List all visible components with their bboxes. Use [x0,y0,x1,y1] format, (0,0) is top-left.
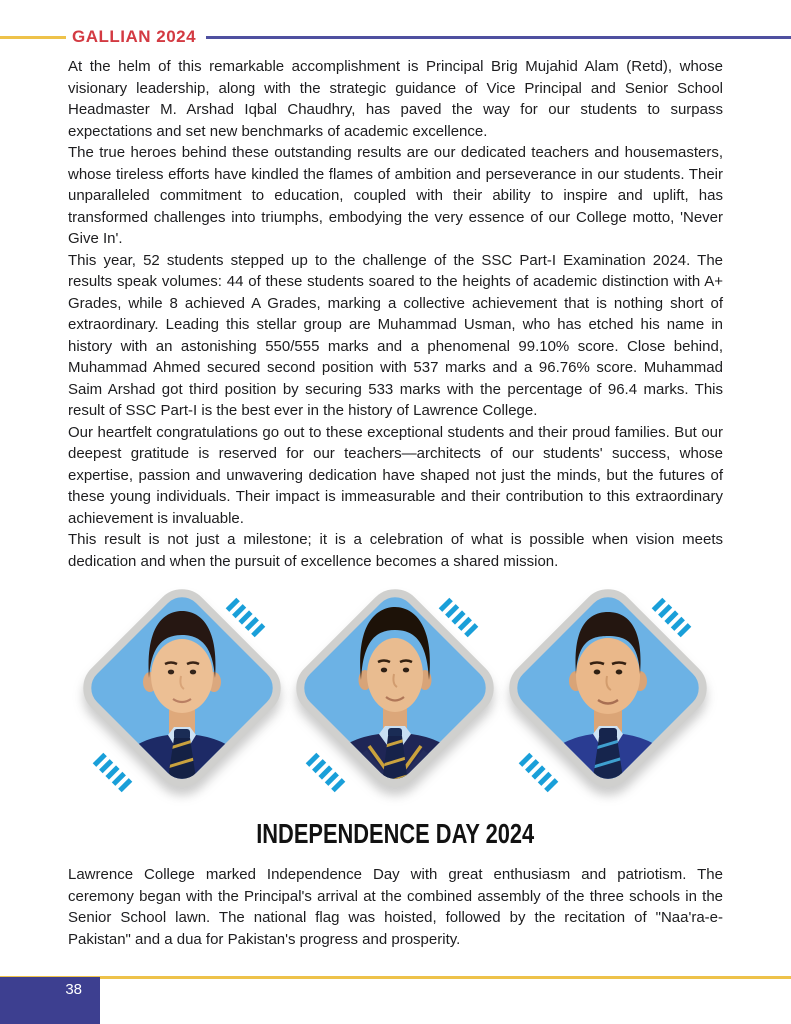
student-photo-2 [285,578,505,798]
dash-decoration-bottom-left [93,753,133,793]
header-rule-yellow [0,36,66,39]
page-number-badge: 38 [0,977,100,1024]
student-photo-3 [498,578,718,798]
header-rule-purple [206,36,791,39]
section-heading: INDEPENDENCE DAY 2024 [256,818,535,849]
dash-decoration-bottom-left [306,753,346,793]
article-body [68,56,723,572]
section-body [68,864,723,950]
paragraph: Lawrence College marked Independence Day with great enthusiasm and patriotism. The ceremony began with the Principal's arrival at the combined assembly of the three schools in the Senior School lawn. The national flag was hoisted, followed by the recitation of "Naa'ra-e-Pakistan" and a dua for Pakistan's progress and prosperity. [68,866,723,948]
paragraph: At the helm of this remarkable accomplishment is Principal Brig Mujahid Alam (Retd), whose visionary leadership, along with the strategic guidance of Vice Principal and Senior School Headmaster M. Arshad Iqbal Chaudhry, has paved the way for our students to surpass expectations and set new benchmarks of academic excellence. [68,58,723,140]
paragraph: This result is not just a milestone; it is a celebration of what is possible when vision meets dedication and when the pursuit of excellence becomes a shared mission. [68,531,723,570]
footer-rule-yellow [0,976,791,979]
page-title: GALLIAN 2024 [72,27,197,46]
student-photo-1 [72,578,292,798]
paragraph: Our heartfelt congratulations go out to these exceptional students and their proud families. But our deepest gratitude is reserved for our teachers—architects of our students' success, whose expertise, passion and unwavering dedication have shaped not just the minds, but the futures of these young individuals. Their impact is immeasurable and their contribution to this extraordinary achievement is invaluable. [68,423,723,527]
paragraph: This year, 52 students stepped up to the challenge of the SSC Part-I Examination 2024. The results speak volumes: 44 of these students soared to the heights of academic distinction with A+ Grades, while 8 achieved A Grades, marking a collective achievement that is nothing short of extraordinary. Leading this stellar group are Muhammad Usman, who has etched his name in history with an astonishing 550/555 marks and a phenomenal 99.10% score. Close behind, Muhammad Ahmed secured second position with 537 marks and a 96.76% score. Muhammad Saim Arshad got third position by securing 533 marks with the percentage of 96.4 marks. This result of SSC Part-I is the best ever in the history of Lawrence College. [68,251,723,419]
photo-strip [0,578,791,798]
paragraph: The true heroes behind these outstanding results are our dedicated teachers and housemasters, whose tireless efforts have kindled the flames of ambition and perseverance in our students. Their unparalleled commitment to education, coupled with their ability to inspire and uplift, has transformed challenges into triumphs, embodying the very essence of our College motto, 'Never Give In'. [68,144,723,247]
section-heading-wrap [0,818,791,850]
dash-decoration-bottom-left [519,753,559,793]
